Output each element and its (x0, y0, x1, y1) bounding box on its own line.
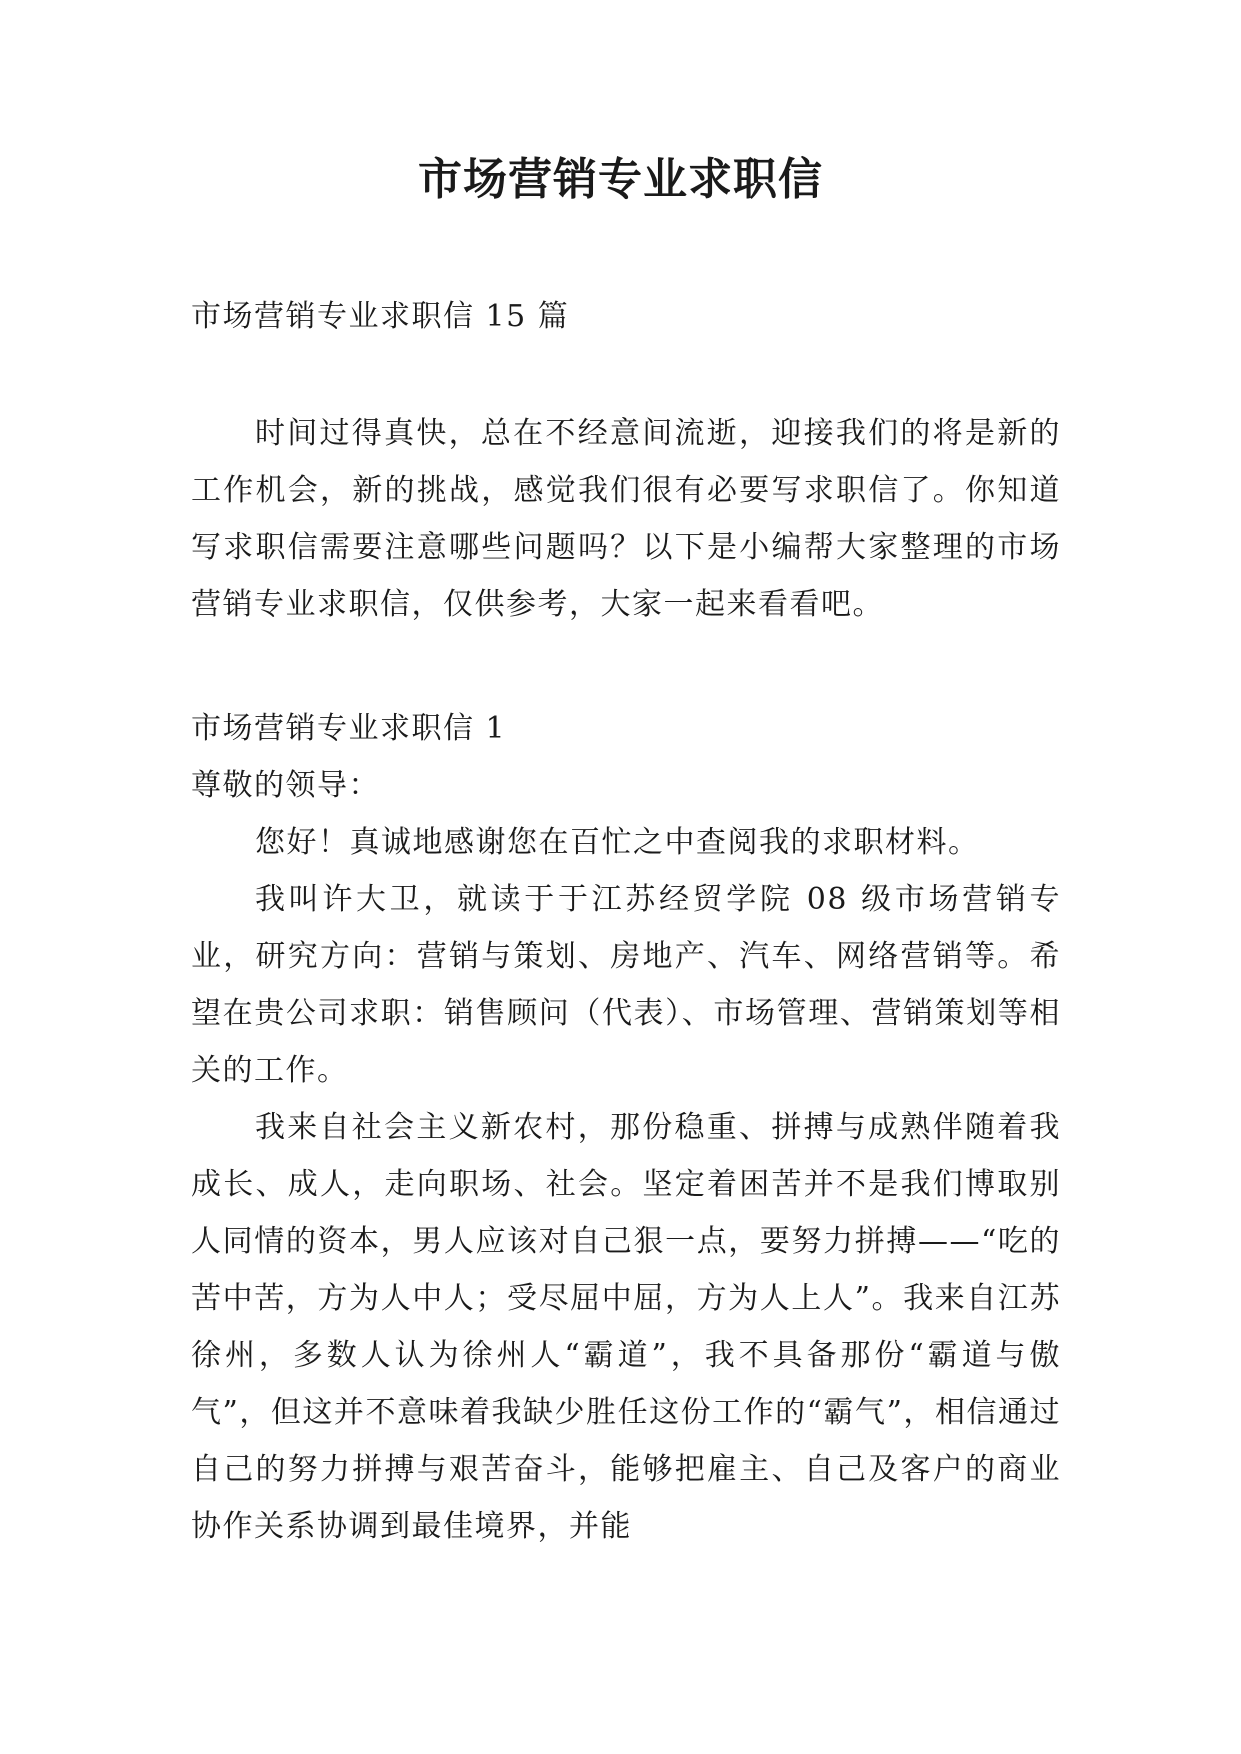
letter-paragraph-1: 我叫许大卫，就读于于江苏经贸学院 08 级市场营销专业，研究方向：营销与策划、房地产、汽车、网络营销等。希望在贵公司求职：销售顾问（代表）、市场管理、营销策划等相关的工作。 (191, 882, 1061, 1088)
document-subtitle: 市场营销专业求职信 15 篇 (191, 299, 570, 334)
letter-heading: 市场营销专业求职信 1 (191, 711, 507, 746)
document-title: 市场营销专业求职信 (418, 154, 823, 205)
letter-salutation: 尊敬的领导： (191, 768, 380, 803)
letter-paragraph-2: 我来自社会主义新农村，那份稳重、拼搏与成熟伴随着我成长、成人，走向职场、社会。坚定着困苦并不是我们博取别人同情的资本，男人应该对自己狠一点，要努力拼搏——“吃的苦中苦，方为人中人；受尽屈中屈，方为人上人”。我来自江苏徐州，多数人认为徐州人“霸道”，我不具备那份“霸道与傲气”，但这并不意味着我缺少胜任这份工作的“霸气”，相信通过自己的努力拼搏与艰苦奋斗，能够把雇主、自己及客户的商业协作关系协调到最佳境界，并能 (191, 1110, 1061, 1544)
letter-section (191, 700, 1061, 1555)
letter-greeting: 您好！真诚地感谢您在百忙之中查阅我的求职材料。 (255, 825, 980, 860)
intro-paragraph: 时间过得真快，总在不经意间流逝，迎接我们的将是新的工作机会，新的挑战，感觉我们很有必要写求职信了。你知道写求职信需要注意哪些问题吗？以下是小编帮大家整理的市场营销专业求职信，仅供参考，大家一起来看看吧。 (191, 416, 1061, 622)
